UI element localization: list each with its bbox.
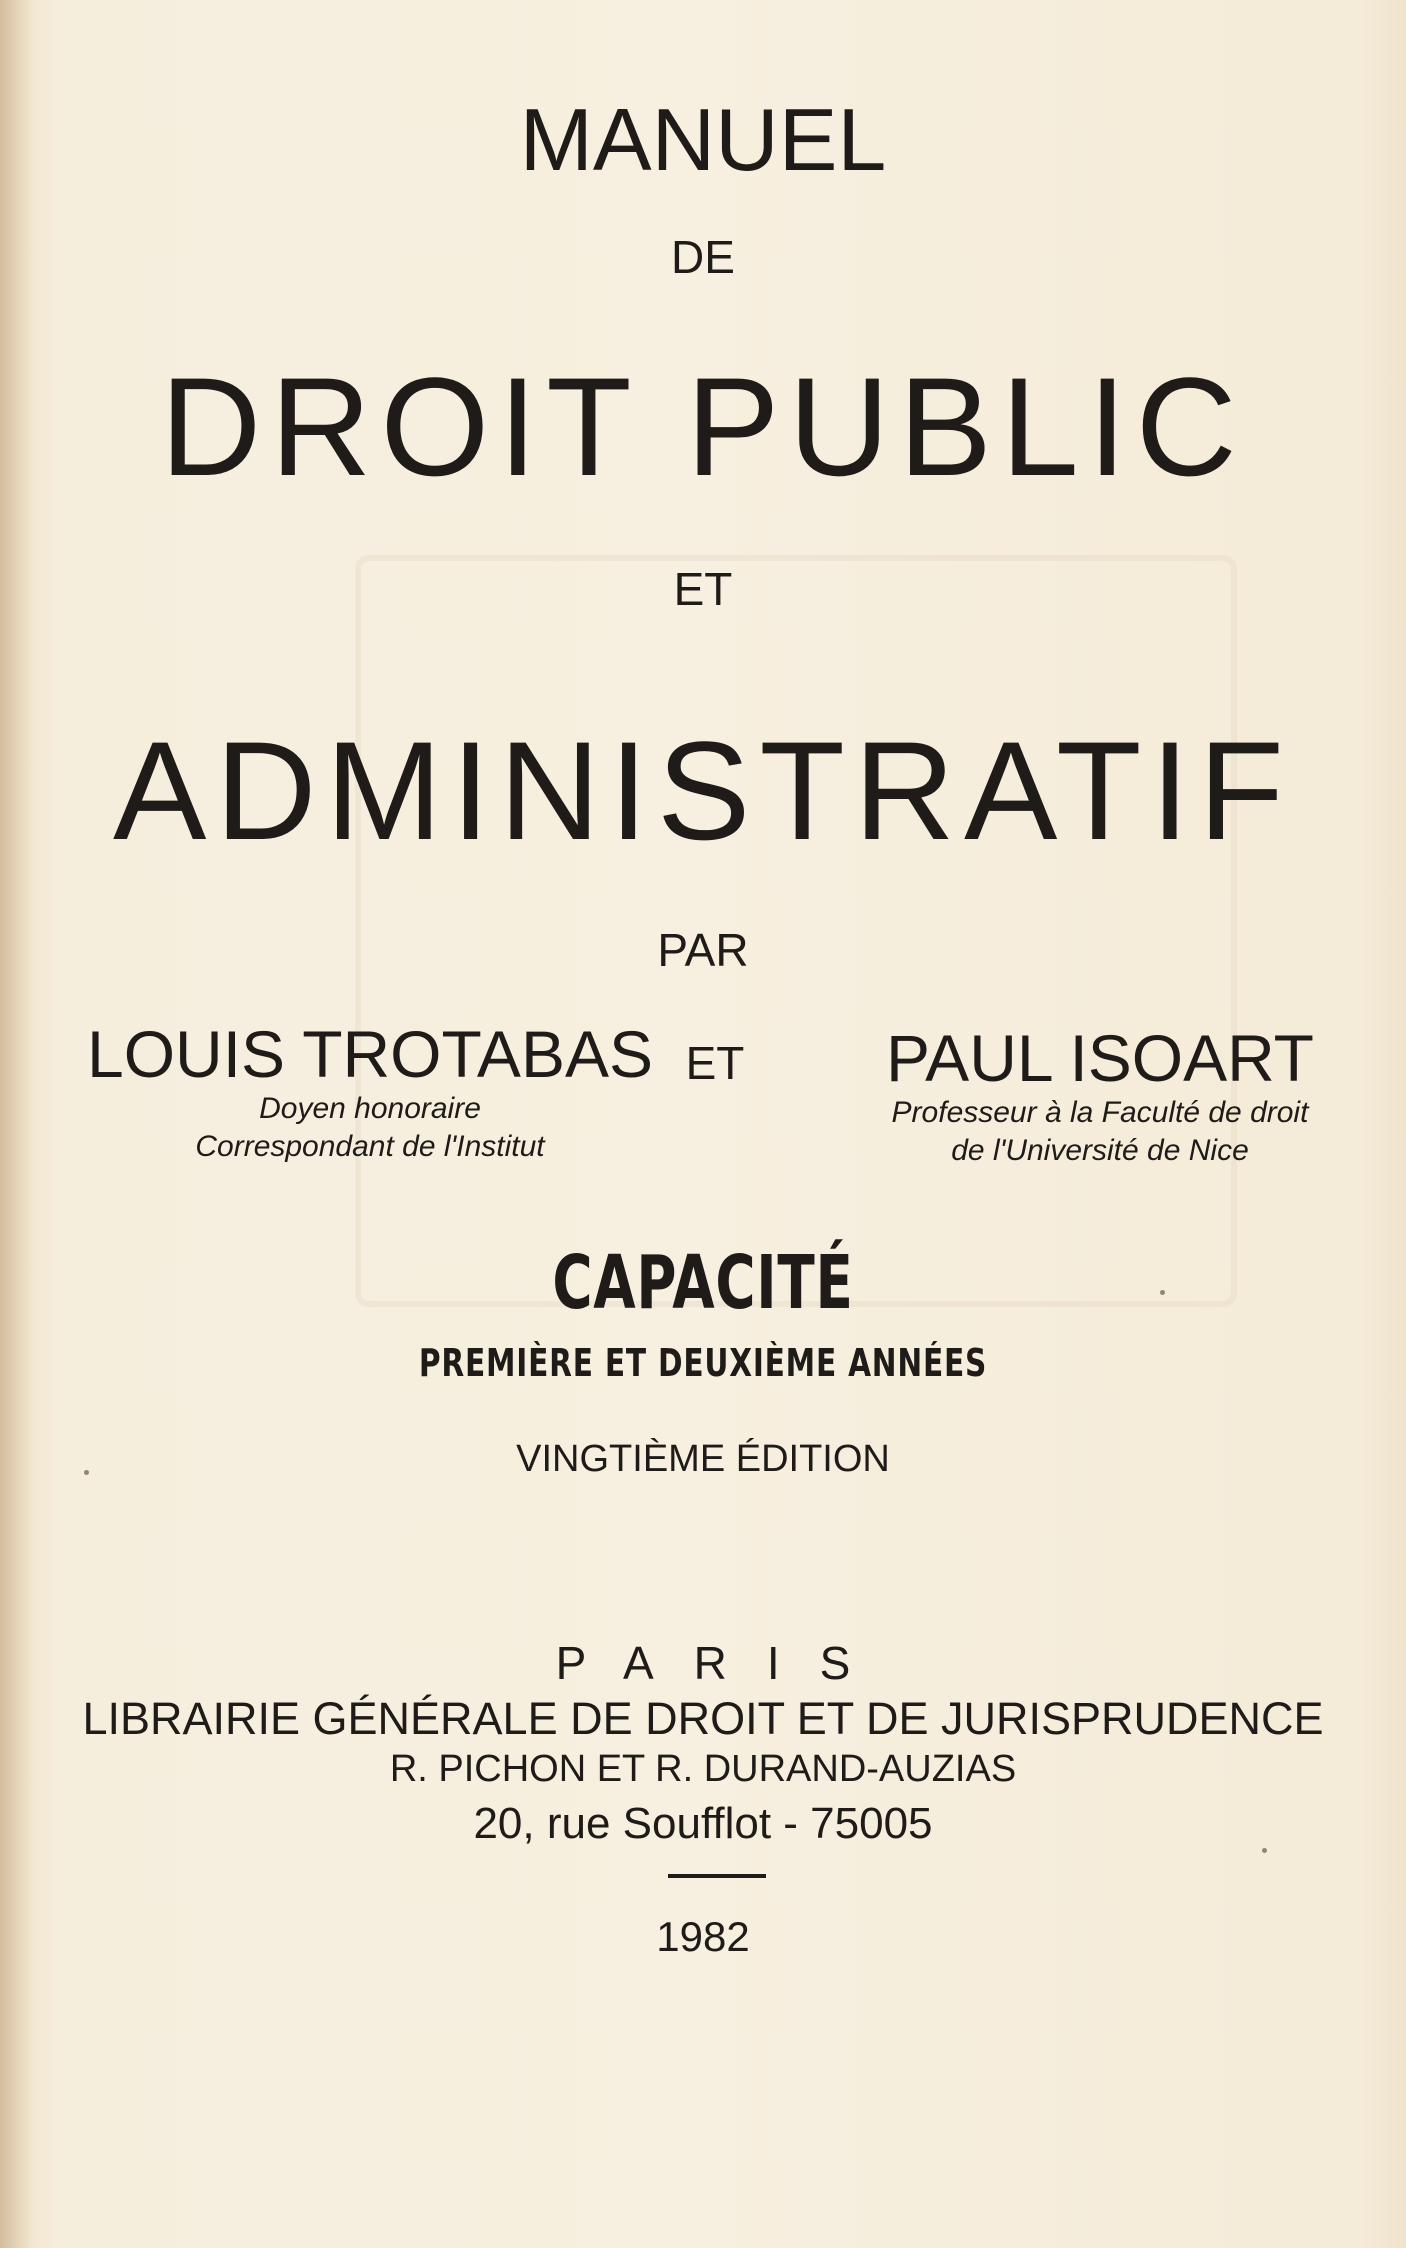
paper-speck [1160, 1290, 1165, 1295]
publisher-address: 20, rue Soufflot - 75005 [473, 1799, 933, 1848]
publisher-owners: R. PICHON ET R. DURAND-AUZIAS [389, 1748, 1017, 1790]
title-line-et: ET [673, 563, 733, 615]
author-name: LOUIS TROTABAS [86, 1017, 654, 1091]
paper-speck [84, 1470, 89, 1475]
title-line-de: DE [671, 231, 735, 283]
by-label: PAR [657, 924, 749, 976]
author-name: PAUL ISOART [886, 1021, 1314, 1095]
author-role-line: Correspondant de l'Institut [195, 1130, 545, 1163]
author-role-line: Professeur à la Faculté de droit [891, 1096, 1309, 1129]
publisher-city: PARIS [555, 1637, 891, 1689]
title-line-droit-public: DROIT PUBLIC [160, 348, 1246, 505]
divider-rule [668, 1874, 766, 1878]
author-isoart [840, 1022, 1360, 1170]
author-role-line: de l'Université de Nice [951, 1134, 1249, 1167]
publication-year: 1982 [656, 1913, 750, 1960]
edition-label: VINGTIÈME ÉDITION [516, 1438, 890, 1480]
authors-conjunction: ET [685, 1037, 745, 1089]
paper-speck [1262, 1848, 1267, 1853]
course-name: CAPACITÉ [552, 1240, 854, 1326]
page-spine-shadow [0, 0, 34, 2248]
author-role-line: Doyen honoraire [259, 1092, 481, 1125]
publisher-name: LIBRAIRIE GÉNÉRALE DE DROIT ET DE JURISPRUDENCE [82, 1693, 1324, 1744]
author-trotabas [40, 1018, 700, 1166]
course-years: PREMIÈRE ET DEUXIÈME ANNÉES [418, 1341, 988, 1385]
title-line-manuel: MANUEL [519, 90, 887, 189]
title-line-administratif: ADMINISTRATIF [113, 712, 1293, 869]
